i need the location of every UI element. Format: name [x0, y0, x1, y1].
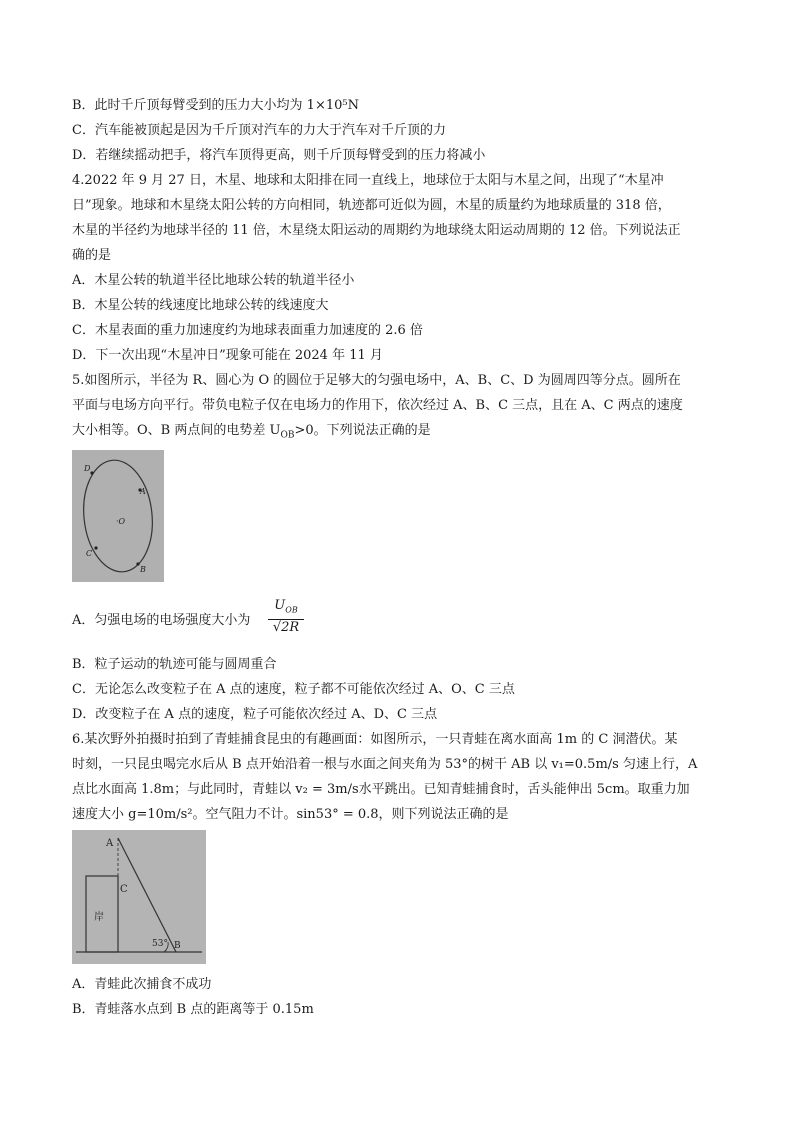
q3-option-d: D．若继续摇动把手，将汽车顶得更高，则千斤顶每臂受到的压力将减小 [72, 148, 486, 163]
q6-label-c: C [120, 884, 128, 895]
q4-option-b: B．木星公转的线速度比地球公转的线速度大 [72, 298, 329, 313]
q6-label-a: A [106, 838, 114, 849]
q5-label-c: C [86, 549, 93, 558]
q6-frog-diagram [72, 830, 206, 964]
q5-stem-line-3-text: 大小相等。O、B 两点间的电势差 U [72, 423, 281, 438]
q5-stem-line-3 [72, 421, 431, 446]
q6-frog-figure [72, 830, 206, 964]
q5-uob-subscript: OB [280, 430, 295, 441]
q5-option-a: A．匀强电场的电场强度大小为 [72, 613, 251, 628]
q4-stem-line-2: 日”现象。地球和木星绕太阳公转的方向相同，轨迹都可近似为圆，木星的质量约为地球质量的 318 倍， [72, 198, 671, 213]
q6-option-b: B．青蛙落水点到 B 点的距离等于 0.15m [72, 1002, 314, 1017]
q6-stem-line-4: 速度大小 g=10m/s²。空气阻力不计。sin53° = 0.8，则下列说法正确的是 [72, 807, 509, 822]
q6-stem-line-2: 时刻，一只昆虫喝完水后从 B 点开始沿着一根与水面之间夹角为 53°的树干 AB 以 v₁=0.5m/s 匀速上行，A [72, 757, 698, 772]
q5-label-o: ·O [116, 517, 126, 526]
q5-fraction-denominator: √2R [272, 619, 300, 635]
q5-stem-line-3-tail: >0。下列说法正确的是 [294, 423, 431, 438]
q4-stem-line-3: 木星的半径约为地球半径的 11 倍，木星绕太阳运动的周期约为地球绕太阳运动周期的 12 倍。下列说法正 [72, 223, 681, 238]
q6-stem-line-1: 6.某次野外拍摄时拍到了青蛙捕食昆虫的有趣画面：如图所示，一只青蛙在离水面高 1m 的 C 洞潜伏。某 [72, 732, 678, 747]
q5-stem-line-2: 平面与电场方向平行。带负电粒子仅在电场力的作用下，依次经过 A、B、C 三点，且在 A、C 两点的速度 [72, 398, 683, 413]
q5-option-d: D．改变粒子在 A 点的速度，粒子可能依次经过 A、D、C 三点 [72, 707, 438, 722]
q5-stem-line-1: 5.如图所示，半径为 R、圆心为 O 的圆位于足够大的匀强电场中，A、B、C、D 为圆周四等分点。圆所在 [72, 373, 681, 388]
q6-label-b: B [174, 941, 181, 951]
q5-fraction-sub: OB [285, 605, 298, 615]
q4-stem-line-4: 确的是 [72, 248, 112, 263]
q4-option-c: C．木星表面的重力加速度约为地球表面重力加速度的 2.6 倍 [72, 323, 423, 338]
q5-fraction-u: U [274, 598, 286, 613]
q4-stem-line-1: 4.2022 年 9 月 27 日，木星、地球和太阳排在同一直线上，地球位于太阳与木星之间，出现了“木星冲 [72, 173, 664, 188]
q5-fraction [268, 598, 304, 635]
q5-label-a: A [140, 487, 146, 496]
q6-label-angle: 53° [152, 939, 168, 949]
q4-option-d: D．下一次出现“木星冲日”现象可能在 2024 年 11 月 [72, 348, 383, 363]
q5-circle-figure [72, 450, 164, 582]
q5-fraction-numerator [268, 598, 304, 620]
q6-stem-line-3: 点比水面高 1.8m；与此同时，青蛙以 v₂ = 3m/s水平跳出。已知青蛙捕食时，舌头能伸出 5cm。取重力加 [72, 782, 690, 797]
q5-label-b: B [140, 565, 146, 574]
q3-option-b: B．此时千斤顶每臂受到的压力大小均为 1×10⁵N [72, 98, 359, 113]
q4-option-a: A．木星公转的轨道半径比地球公转的轨道半径小 [72, 273, 355, 288]
q6-label-bank: 岸 [94, 912, 104, 923]
q5-option-b: B．粒子运动的轨迹可能与圆周重合 [72, 657, 277, 672]
q3-option-c: C．汽车能被顶起是因为千斤顶对汽车的力大于汽车对千斤顶的力 [72, 123, 446, 138]
q5-option-c: C．无论怎么改变粒子在 A 点的速度，粒子都不可能依次经过 A、O、C 三点 [72, 682, 515, 697]
q5-circle-diagram [72, 450, 164, 582]
q5-label-d: D [84, 464, 91, 473]
q6-option-a: A．青蛙此次捕食不成功 [72, 977, 212, 992]
